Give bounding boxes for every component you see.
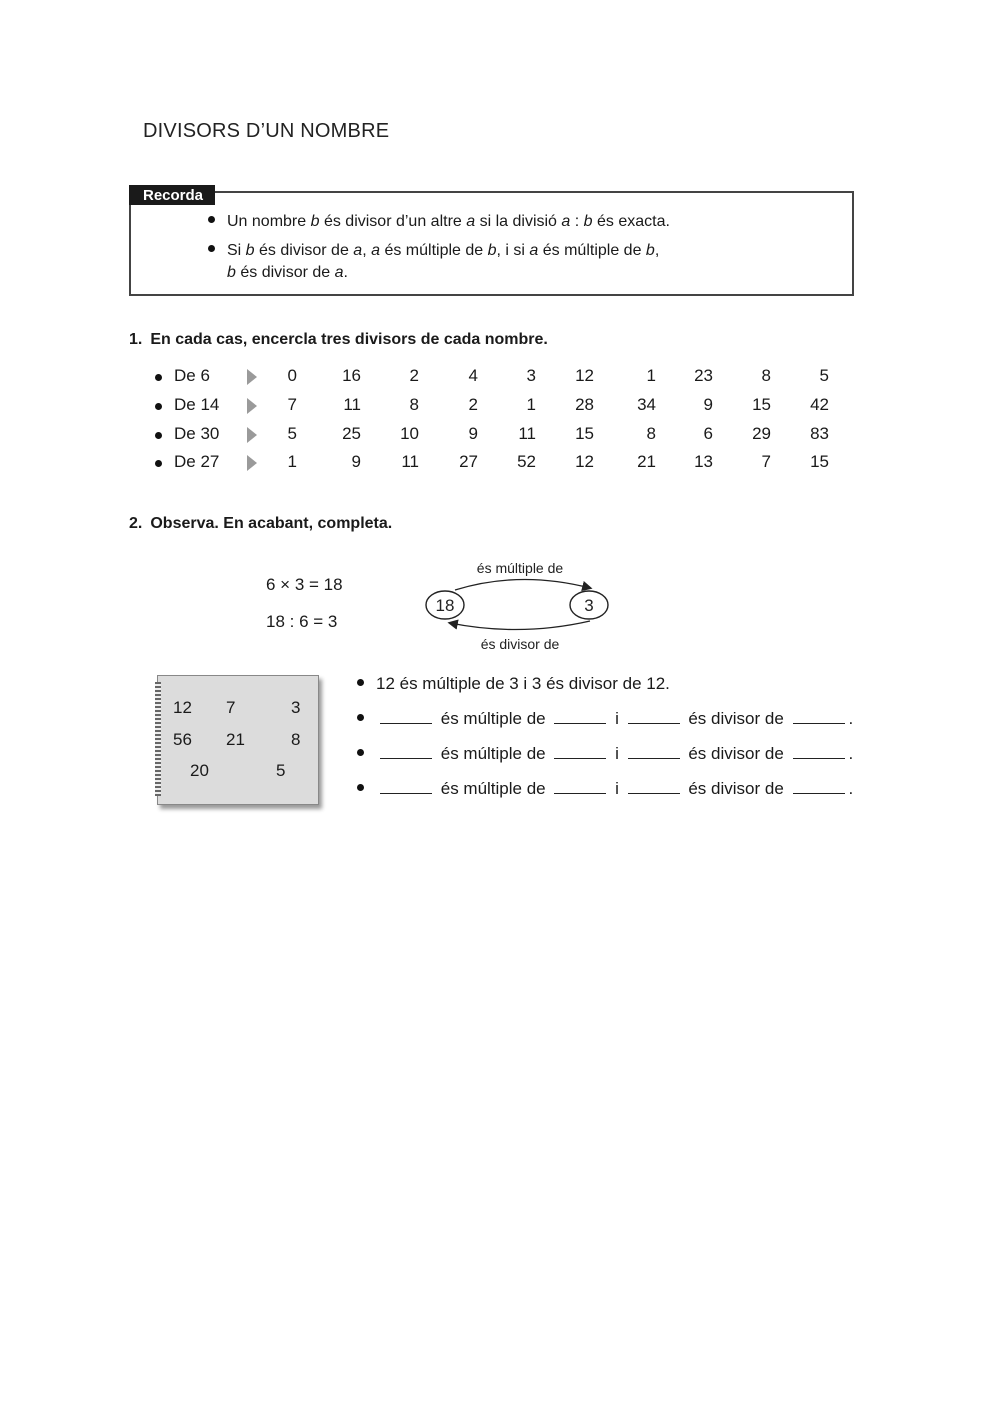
bullet [357, 749, 364, 756]
blank-field[interactable] [554, 779, 606, 794]
candidate-number[interactable]: 9 [703, 395, 713, 414]
candidate-number[interactable]: 52 [517, 452, 536, 471]
triangle-icon [247, 369, 257, 385]
blank-field[interactable] [554, 744, 606, 759]
top-label: és múltiple de [476, 560, 564, 576]
divisor-row [155, 366, 845, 388]
blank-field[interactable] [628, 709, 680, 724]
bullet [155, 403, 162, 410]
divisor-row [155, 395, 845, 417]
candidate-number[interactable]: 2 [409, 366, 419, 385]
candidate-number[interactable]: 15 [752, 395, 771, 414]
candidate-number[interactable]: 2 [468, 395, 478, 414]
candidate-number[interactable]: 3 [526, 366, 536, 385]
candidate-number[interactable]: 8 [761, 366, 771, 385]
blank-field[interactable] [380, 744, 432, 759]
candidate-number[interactable]: 15 [575, 424, 594, 443]
bullet [155, 460, 162, 467]
triangle-icon [247, 455, 257, 471]
candidate-number[interactable]: 11 [518, 424, 536, 443]
exercise-1-title: 1. En cada cas, encercla tres divisors de cada nombre. [129, 331, 548, 348]
candidate-number[interactable]: 9 [351, 452, 361, 471]
blank-field[interactable] [554, 709, 606, 724]
candidate-number[interactable]: 83 [810, 424, 829, 443]
candidate-number[interactable]: 10 [400, 424, 419, 443]
fill-sentence: és múltiple de i és divisor de . [357, 779, 853, 799]
divisor-row [155, 452, 845, 474]
notepad-number: 3 [291, 698, 301, 717]
relation-diagram [420, 555, 620, 655]
equation-multiplication: 6 × 3 = 18 [266, 575, 343, 594]
bullet [357, 679, 364, 686]
candidate-number[interactable]: 1 [287, 452, 297, 471]
candidate-number[interactable]: 4 [468, 366, 478, 385]
blank-field[interactable] [628, 779, 680, 794]
fill-sentence: és múltiple de i és divisor de . [357, 744, 853, 764]
candidate-number[interactable]: 1 [646, 366, 656, 385]
arrow-bottom [450, 621, 590, 630]
divisor-row [155, 424, 845, 446]
recorda-label: Recorda [129, 185, 215, 205]
blank-field[interactable] [793, 709, 845, 724]
notepad [157, 675, 319, 805]
candidate-number[interactable]: 34 [637, 395, 656, 414]
bullet [155, 432, 162, 439]
candidate-number[interactable]: 6 [703, 424, 713, 443]
candidate-number[interactable]: 28 [575, 395, 594, 414]
bullet [208, 216, 215, 223]
candidate-number[interactable]: 12 [575, 452, 594, 471]
candidate-number[interactable]: 9 [468, 424, 478, 443]
row-label: De 30 [174, 424, 220, 443]
bullet [357, 784, 364, 791]
circle-right-value: 3 [584, 596, 594, 615]
candidate-number[interactable]: 8 [409, 395, 419, 414]
notepad-number: 21 [226, 730, 245, 749]
notepad-spiral [155, 682, 161, 796]
rule-1: Un nombre b és divisor d’un altre a si la divisió a : b és exacta. [208, 211, 670, 233]
candidate-number[interactable]: 11 [343, 395, 361, 414]
row-label: De 6 [174, 366, 210, 385]
candidate-number[interactable]: 42 [810, 395, 829, 414]
candidate-number[interactable]: 8 [646, 424, 656, 443]
example-sentence: 12 és múltiple de 3 i 3 és divisor de 12. [357, 674, 670, 694]
notepad-number: 20 [190, 761, 209, 780]
blank-field[interactable] [628, 744, 680, 759]
candidate-number[interactable]: 27 [459, 452, 478, 471]
notepad-number: 5 [276, 761, 286, 780]
candidate-number[interactable]: 29 [752, 424, 771, 443]
bullet [357, 714, 364, 721]
candidate-number[interactable]: 5 [819, 366, 829, 385]
notepad-number: 56 [173, 730, 192, 749]
blank-field[interactable] [793, 744, 845, 759]
candidate-number[interactable]: 15 [810, 452, 829, 471]
exercise-2-title: 2. Observa. En acabant, completa. [129, 515, 393, 532]
candidate-number[interactable]: 16 [342, 366, 361, 385]
candidate-number[interactable]: 5 [287, 424, 297, 443]
candidate-number[interactable]: 7 [761, 452, 771, 471]
bottom-label: és divisor de [480, 636, 560, 652]
candidate-number[interactable]: 1 [526, 395, 536, 414]
notepad-number: 8 [291, 730, 301, 749]
notepad-number: 7 [226, 698, 236, 717]
arrow-top [455, 579, 590, 590]
candidate-number[interactable]: 0 [287, 366, 297, 385]
rule-2: Si b és divisor de a, a és múltiple de b, i si a és múltiple de b, b és divisor de a. [208, 240, 659, 284]
blank-field[interactable] [380, 779, 432, 794]
equation-division: 18 : 6 = 3 [266, 612, 338, 631]
fill-sentence: és múltiple de i és divisor de . [357, 709, 853, 729]
row-label: De 27 [174, 452, 220, 471]
triangle-icon [247, 427, 257, 443]
candidate-number[interactable]: 23 [694, 366, 713, 385]
candidate-number[interactable]: 11 [401, 452, 419, 471]
candidate-number[interactable]: 25 [342, 424, 361, 443]
candidate-number[interactable]: 13 [694, 452, 713, 471]
candidate-number[interactable]: 21 [637, 452, 656, 471]
circle-left-value: 18 [435, 596, 455, 615]
blank-field[interactable] [793, 779, 845, 794]
bullet [208, 245, 215, 252]
candidate-number[interactable]: 12 [575, 366, 594, 385]
bullet [155, 374, 162, 381]
triangle-icon [247, 398, 257, 414]
candidate-number[interactable]: 7 [287, 395, 297, 414]
blank-field[interactable] [380, 709, 432, 724]
notepad-number: 12 [173, 698, 192, 717]
page-title: DIVISORS D’UN NOMBRE [143, 120, 390, 142]
row-label: De 14 [174, 395, 220, 414]
